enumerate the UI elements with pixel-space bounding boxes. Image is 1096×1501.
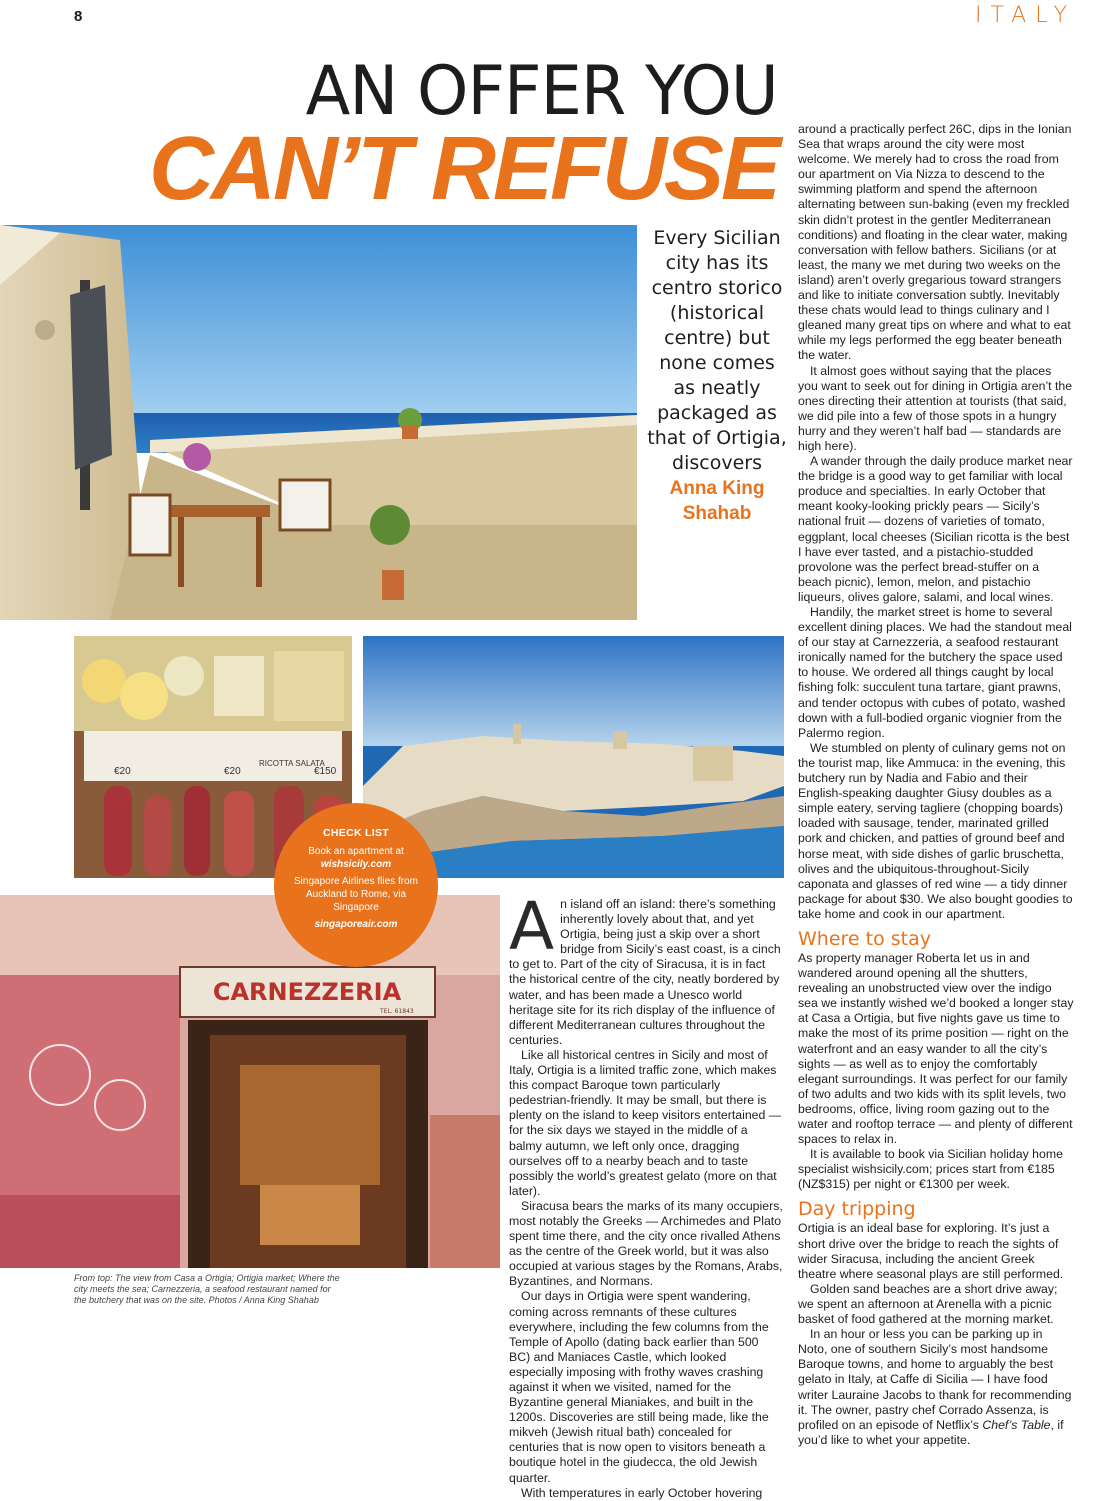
col2-paragraph-2: Like all historical centres in Sicily and most of Italy, Ortigia is a limited traffic zone, which makes this compact Baroque town particularly pedestrian-friendly. It may be small, but there is plenty on the island to keep visitors entertained — for the six days we stayed in the middle of a balmy autumn, we left only once, dragging ourselves off to a nearby beach and to taste possibly the world’s greatest gelato (more on that later). xyxy=(509,1047,782,1198)
col3-paragraph-7: It is available to book via Sicilian holiday home specialist wishsicily.com; prices start from €185 (NZ$315) per night or €1300 per week. xyxy=(798,1147,1063,1192)
page-number: 8 xyxy=(74,8,83,25)
checklist-link-singaporeair[interactable]: singaporeair.com xyxy=(314,919,398,930)
col3-paragraph-1: around a practically perfect 26C, dips in the Ionian Sea that wraps around the city were most welcome. We merely had to cross the road from our apartment on Via Nizza to descend to the swimming platform and spend the afternoon alternating between sun-baking (even my freckled skin didn’t protest in the gentler Mediterranean conditions) and floating in the clear water, making conversation with fellow bathers. Sicilians (or at least, the many we met during two weeks on the island) aren’t overly gregarious toward strangers and like to initiate conversation subtly. Inevitably these chats would lead to things culinary and I gleaned many great tips on where and what to eat while my legs performed the egg beater beneath the water. xyxy=(798,122,1072,363)
col3-paragraph-10 xyxy=(798,1327,1074,1448)
col2-paragraph-3: Siracusa bears the marks of its many occupiers, most notably the Greeks — Archimedes and Plato spent time there, and the city once rivalled Athens as the centre of the Greek world, but it was also occupied at various stages by the Romans, Arabs, Byzantines, and Normans. xyxy=(509,1198,783,1289)
chefs-table-title: Chef’s Table xyxy=(982,1417,1051,1432)
checklist-line-2: Singapore Airlines flies from Auckland to Rome, via Singapore xyxy=(294,876,418,913)
col2-paragraph-4: Our days in Ortigia were spent wandering, coming across remnants of these cultures everywhere, including the few columns from the Temple of Apollo (dating back earlier than 500 BC) and Maniaces Castle, which looked especially imposing with frothy waves crashing against it when we visited, named for the Byzantine general Mianiakes, and built in the 1200s. Discoveries are still being made, like the mikveh (Jewish ritual bath) concealed for centuries that is now open to visitors beneath a boutique hotel in the giudecca, the old Jewish quarter. xyxy=(509,1289,769,1485)
col3-paragraph-8: Ortigia is an ideal base for exploring. It’s just a short drive over the bridge to reach the sights of wider Siracusa, including the ancient Greek theatre where seasonal plays are still performed. xyxy=(798,1221,1064,1281)
byline xyxy=(646,476,788,526)
terrace-photo xyxy=(0,225,637,620)
col2-paragraph-1 xyxy=(509,888,783,1048)
dropcap: A xyxy=(509,888,555,965)
checklist-link-wishsicily[interactable]: wishsicily.com xyxy=(320,859,392,870)
col3-paragraph-3: A wander through the daily produce market near the bridge is a good way to get familiar with local produce and specialties. In early October that meant kooky-looking prickly pears — Sicily’s national fruit — dozens of varieties of tomato, eggplant, local cheeses (Sicilian ricotta is the best I have ever tasted, and a pistachio-studded provolone was the perfect bread-stuffer on a beach picnic), lemon, melon, and pistachio liqueurs, olives galore, salami, and local wines. xyxy=(798,454,1073,604)
cheese-price-2: €20 xyxy=(224,766,241,777)
carnezzeria-sign: CARNEZZERIA xyxy=(212,978,402,1006)
col2-p1-text: n island off an island: there’s something inherently lovely about that, and yet Ortigia, being just a skip over a short bridge from Sicily’s east coast, is a cinch to get to. Part of the city of Siracusa, it is in fact the historical centre of the city, neatly bordered by water, and has been made a Unesco world heritage site for its rich display of the influence of different Mediterranean cultures throughout the centuries. xyxy=(509,897,781,1047)
col3-paragraph-5: We stumbled on plenty of culinary gems not on the tourist map, like Ammuca: in the evening, this butchery run by Nadia and Fabio and their English-speaking daughter Giusy doubles as a simple eatery, serving tagliere (chopping boards) loaded with sausage, tender, marinated grilled pork and chicken, and patties of ground beef and horse meat, with side dishes of garlic bruschetta, olives and the ubiquitous-throughout-Sicily caponata and glasses of red wine — a tidy dinner package for about $30. We also bought goodies to take home and cook in our apartment. xyxy=(798,740,1073,921)
standfirst-text: Every Sicilian city has its centro storico (historical centre) but none comes as neatly packaged as that of Ortigia, discovers xyxy=(647,227,787,474)
photo-caption: From top: The view from Casa a Ortigia; Ortigia market; Where the city meets the sea; Carnezzeria, a seafood restaurant named for the butchery that was on the site. Photos / Anna King Shahab xyxy=(74,1273,340,1305)
checklist-circle xyxy=(274,803,438,967)
checklist-heading: CHECK LIST xyxy=(323,827,389,839)
col3-paragraph-2: It almost goes without saying that the places you want to seek out for dining in Ortigia aren’t the ones directing their attention at tourists (that said, we did pile into a few of those spots in a hungry hurry and they weren’t half bad — standards are high here). xyxy=(798,363,1073,453)
carnezzeria-photo xyxy=(0,895,500,1268)
cheese-price-3: €150 xyxy=(314,766,337,777)
standfirst xyxy=(646,226,788,526)
col3-paragraph-6: As property manager Roberta let us in and wandered around opening all the shutters, revealing an unobstructed view over the indigo sea we instantly wished we’d booked a longer stay at Casa a Ortigia, but five nights gave us time to make the most of its prime position — right on the waterfront and an easy wander to all the city’s sights — as well as to enjoy the comfortably elegant surroundings. It was perfect for our family of two adults and two kids with its split levels, two bedrooms, office, living room gazing out to the water and rooftop terrace — and plenty of different spaces to relax in. xyxy=(798,950,1074,1147)
carnezzeria-illustration xyxy=(0,895,500,1268)
byline-line-1: Anna King xyxy=(669,478,765,499)
subhead-day-tripping: Day tripping xyxy=(798,1198,916,1221)
col2-paragraph-5: With temperatures in early October hovering xyxy=(521,1485,763,1500)
checklist-line-1: Book an apartment at xyxy=(308,846,404,857)
headline-line-1: AN OFFER YOU xyxy=(305,52,778,131)
carnezzeria-tel: TEL. 61843 xyxy=(380,1008,414,1015)
terrace-illustration xyxy=(0,225,637,620)
byline-line-2: Shahab xyxy=(682,503,752,524)
headline-line-2: CAN’T REFUSE xyxy=(148,119,778,219)
subhead-where-to-stay: Where to stay xyxy=(798,927,931,950)
article-column-2 xyxy=(509,888,783,1501)
col3-paragraph-9: Golden sand beaches are a short drive away; we spent an afternoon at Arenella with a picnic basket of food gathered at the morning market. xyxy=(798,1281,1058,1327)
cheese-price-1: €20 xyxy=(114,766,131,777)
article-column-3 xyxy=(798,122,1074,1448)
ricotta-price-label: RICOTTA SALATA xyxy=(259,759,325,768)
col3-paragraph-4: Handily, the market street is home to several excellent dining places. We had the standout meal of our stay at Carnezzeria, a seafood restaurant ironically named for the butchery the space used to house. We ordered all things caught by local fishing folk: succulent tuna tartare, giant prawns, and tender octopus with cubes of potato, washed down with a full-bodied organic viognier from the Palermo region. xyxy=(798,605,1072,740)
section-label: ITALY xyxy=(974,3,1076,28)
col3-p10-text-c: , if you’d like to whet your appetite. xyxy=(798,1417,1064,1447)
col3-p10-text-a: In an hour or less you can be parking up in Noto, one of southern Sicily’s most handsome Baroque towns, and home to arguably the best gelato in Italy, at Caffe di Sicilia — I have food writer Lauraine Jacobs to thank for recommending it. The owner, pastry chef Corrado Assenza, is profiled on an episode of Netflix’s xyxy=(798,1327,1072,1432)
